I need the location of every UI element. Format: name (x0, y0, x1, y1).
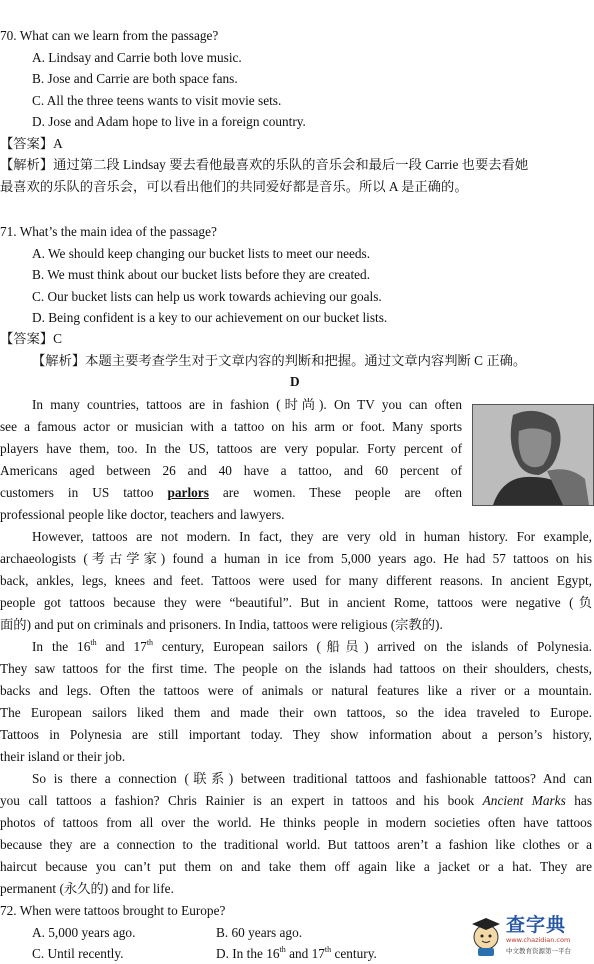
question-71: 71. What’s the main idea of the passage? (0, 224, 217, 239)
p2-line-5: 面的) and put on criminals and prisoners. In India, tattoos were religious (宗教的). (0, 617, 443, 632)
p4-line-2-end: has (574, 793, 592, 808)
book-title: Ancient Marks (482, 793, 566, 808)
p4-line-1: So is there a connection (联系) between traditional tattoos and fashionable tattoos? And can (32, 771, 592, 786)
p3-17-text: and 17 (96, 639, 147, 654)
p1-line-5-end: are women. These people are often (222, 485, 463, 500)
q70-analysis-line-2: 最喜欢的乐队的音乐会，可以看出他们的共同爱好都是音乐。所以 A 是正确的。 (0, 179, 468, 194)
logo-tagline: 中文教育资源第一平台 (506, 947, 571, 955)
q71-analysis: 【解析】本题主要考查学生对于文章内容的判断和把握。通过文章内容判断 C 正确。 (32, 353, 527, 368)
p4-line-2-start: you call tattoos a fashion? Chris Rainier is an expert in tattoos and his book (0, 793, 475, 808)
q70-option-a: A. Lindsay and Carrie both love music. (32, 50, 242, 65)
q72-option-a: A. 5,000 years ago. (32, 925, 136, 940)
parlors-word: parlors (167, 485, 209, 500)
p1-line-3: players have them, too. In the US, tattoos are very popular. Forty percent of (0, 441, 462, 456)
q72-d-sup1: th (279, 945, 286, 954)
q70-option-d: D. Jose and Adam hope to live in a foreign country. (32, 114, 306, 129)
p1-line-4: Americans aged between 26 and 40 have a tattoo, and 60 percent of (0, 463, 462, 478)
p1-line-2: see a famous actor or musician with a tattoo on his arm or foot. Many sports (0, 419, 462, 434)
p4-line-2 (0, 793, 592, 809)
q71-option-c: C. Our bucket lists can help us work towards achieving our goals. (32, 289, 382, 304)
p2-line-3: back, ankles, legs, knees and feet. Tattoos were used for many different reasons. In ancient Egypt, (0, 573, 592, 588)
p1-line-6: professional people like doctor, teachers and lawyers. (0, 507, 285, 522)
q71-answer: 【答案】C (0, 331, 63, 346)
logo-url: www.chazidian.com (506, 936, 571, 944)
p1-line-1: In many countries, tattoos are in fashion (时尚). On TV you can often (32, 397, 462, 412)
q70-option-b: B. Jose and Carrie are both space fans. (32, 71, 238, 86)
q70-option-c: C. All the three teens wants to visit movie sets. (32, 93, 282, 108)
q71-option-a: A. We should keep changing our bucket lists to meet our needs. (32, 246, 371, 261)
chazidian-logo (470, 910, 590, 960)
q72-d-a: D. In the 16 (216, 946, 280, 961)
p3-line-5: Tattoos in Polynesia are still important today. They show information about a person’s history, (0, 727, 592, 742)
p2-line-1: However, tattoos are not modern. In fact, they are very old in human history. For example, (32, 529, 592, 544)
q72-option-b: B. 60 years ago. (216, 925, 303, 940)
q72-d-sup2: th (324, 945, 332, 954)
p3-line-4: The European sailors liked them and made their own tattoos, so the idea traveled to Europe. (0, 705, 592, 720)
q72-d-c: century. (331, 946, 377, 961)
p1-line-5-start: customers in US tattoo (0, 485, 154, 500)
q72-option-d (216, 946, 377, 962)
p4-line-4: because they are a connection to the traditional world. But tattoos aren’t a fashion like clothes or a (0, 837, 592, 852)
q72-d-b: and 17 (285, 946, 325, 961)
p1-line-5 (0, 485, 462, 501)
p2-line-2: archaeologists (考古学家) found a human in ice from 5,000 years ago. He had 57 tattoos on his (0, 551, 592, 566)
man-portrait-photo (472, 404, 594, 506)
p4-line-3: photos of tattoos from all over the world. He thinks people in modern societies often have tattoos (0, 815, 592, 830)
p3-line-2: They saw tattoos for the first time. The people on the islands had tattoos on their shoulders, chests, (0, 661, 592, 676)
q71-option-b: B. We must think about our bucket lists before they are created. (32, 267, 371, 282)
logo-name: 查字典 (506, 914, 567, 936)
passage-heading: D (290, 374, 300, 389)
p3-line-1 (0, 639, 592, 655)
p3-16-text: In the 16 (32, 639, 91, 654)
question-70: 70. What can we learn from the passage? (0, 28, 219, 43)
p3-line-6: their island or their job. (0, 749, 126, 764)
q70-analysis-line-1: 【解析】通过第二段 Lindsay 要去看他最喜欢的乐队的音乐会和最后一段 Carrie 也要去看她 (0, 157, 529, 172)
p4-line-6: permanent (永久的) and for life. (0, 881, 174, 896)
q70-answer: 【答案】A (0, 136, 63, 151)
q71-option-d: D. Being confident is a key to our achievement on our bucket lists. (32, 310, 388, 325)
p3-line-1-rest: century, European sailors (船员) arrived on the islands of Polynesia. (153, 639, 592, 654)
question-72: 72. When were tattoos brought to Europe? (0, 903, 226, 918)
p3-line-3: backs and legs. Often the tattoos were of animals or natural features like a river or a mountain. (0, 683, 592, 698)
p4-line-5: haircut because you can’t put them on and take them off again like a jacket or a hat. They are (0, 859, 592, 874)
p3-th-2: th (146, 638, 154, 647)
p3-th-1: th (90, 638, 97, 647)
q72-option-c: C. Until recently. (32, 946, 124, 961)
p2-line-4: people got tattoos because they were “beautiful”. But in ancient Rome, tattoos were negative (负 (0, 595, 592, 610)
